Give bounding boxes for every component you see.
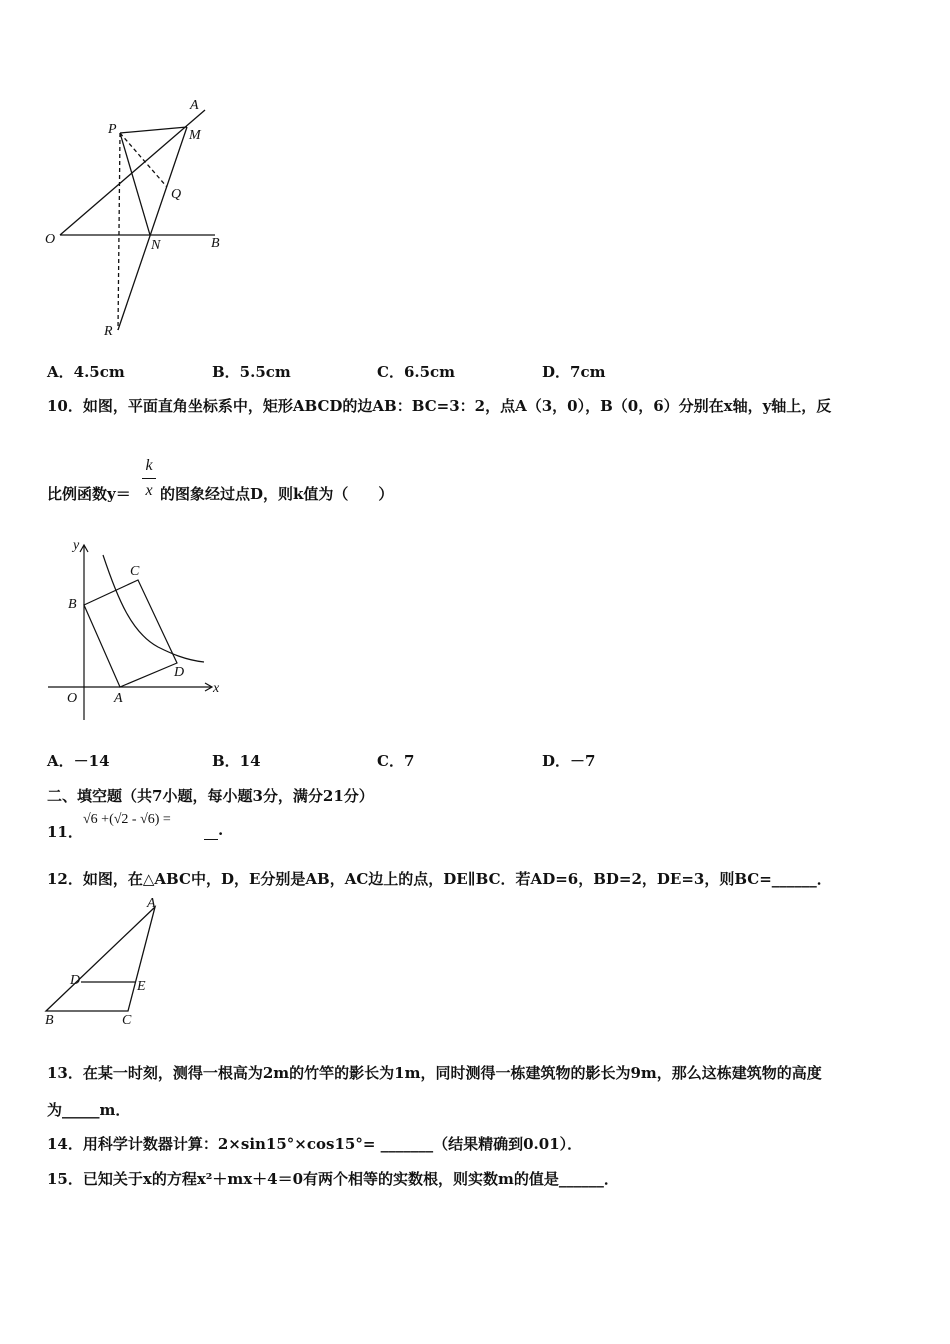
q10-option-a[interactable]: A．－14 <box>47 752 110 770</box>
q10-text-line2-post: 的图象经过点D，则k值为（ ） <box>160 485 394 503</box>
label-R: R <box>104 324 113 339</box>
q11-answer-blank[interactable] <box>204 821 223 840</box>
triangle-ABC <box>46 907 155 1011</box>
label-O: O <box>67 691 78 706</box>
q10-option-b[interactable]: B．14 <box>212 752 261 770</box>
segment-PM <box>120 127 187 133</box>
label-Q: Q <box>171 187 182 202</box>
ray-OA <box>60 110 205 235</box>
q10-option-c[interactable]: C．7 <box>377 752 415 770</box>
label-A: A <box>114 691 123 706</box>
q13-text-line1: 13．在某一时刻，测得一根高为2m的竹竿的影长为1m，同时测得一栋建筑物的影长为9m，那么这栋建筑物的高度 <box>47 1064 822 1082</box>
q12-text: 12．如图，在△ABC中，D，E分别是AB，AC边上的点，DE∥BC．若AD=6，BD=2，DE=3，则BC=______． <box>47 870 832 888</box>
q10-figure <box>40 535 235 725</box>
label-C: C <box>122 1013 132 1028</box>
q9-figure <box>40 95 240 345</box>
q11-expression: √6 +(√2 - √6) = <box>83 812 171 827</box>
q10-fraction-denominator: x <box>145 482 153 499</box>
q9-option-c[interactable]: C．6.5cm <box>377 363 456 381</box>
label-N: N <box>151 238 161 253</box>
label-y: y <box>73 538 80 553</box>
q10-text-line1: 10．如图，平面直角坐标系中，矩形ABCD的边AB：BC=3：2，点A（3，0），B（0，6）分别在x轴，y轴上，反 <box>47 397 832 415</box>
label-A: A <box>147 896 156 911</box>
q15-text: 15．已知关于x的方程x²＋mx＋4＝0有两个相等的实数根，则实数m的值是______． <box>47 1170 619 1188</box>
label-O: O <box>45 232 56 247</box>
label-B: B <box>211 236 220 251</box>
q9-option-d[interactable]: D．7cm <box>542 363 606 381</box>
q14-text: 14．用科学计数器计算：2×sin15°×cos15°= _______（结果精确到0.01）． <box>47 1135 583 1153</box>
label-B: B <box>45 1013 54 1028</box>
label-M: M <box>189 128 201 143</box>
label-E: E <box>137 979 146 994</box>
q10-fraction-numerator: k <box>145 457 153 474</box>
q11-tail: . <box>218 821 224 839</box>
q10-option-d[interactable]: D．－7 <box>542 752 596 770</box>
label-C: C <box>130 564 140 579</box>
segment-PQ <box>120 133 167 187</box>
hyperbola-curve <box>103 555 204 662</box>
label-D: D <box>174 665 185 680</box>
segment-PN <box>120 133 150 235</box>
q13-text-line2: 为_____m． <box>47 1101 131 1119</box>
q11-number: 11． <box>47 823 83 841</box>
label-P: P <box>108 122 117 137</box>
label-D: D <box>70 973 81 988</box>
q12-figure <box>40 895 170 1030</box>
section-2-title: 二、填空题（共7小题，每小题3分，满分21分） <box>47 787 374 805</box>
segment-PR <box>118 133 120 330</box>
q9-option-a[interactable]: A．4.5cm <box>47 363 125 381</box>
label-A: A <box>190 98 199 113</box>
q10-fraction-bar <box>142 478 156 479</box>
q9-option-b[interactable]: B．5.5cm <box>212 363 291 381</box>
label-B: B <box>68 597 77 612</box>
q10-text-line2-pre: 比例函数y＝ <box>47 485 131 503</box>
label-x: x <box>213 681 220 696</box>
rectangle-ABCD <box>84 580 177 687</box>
segment-MR <box>118 127 187 330</box>
